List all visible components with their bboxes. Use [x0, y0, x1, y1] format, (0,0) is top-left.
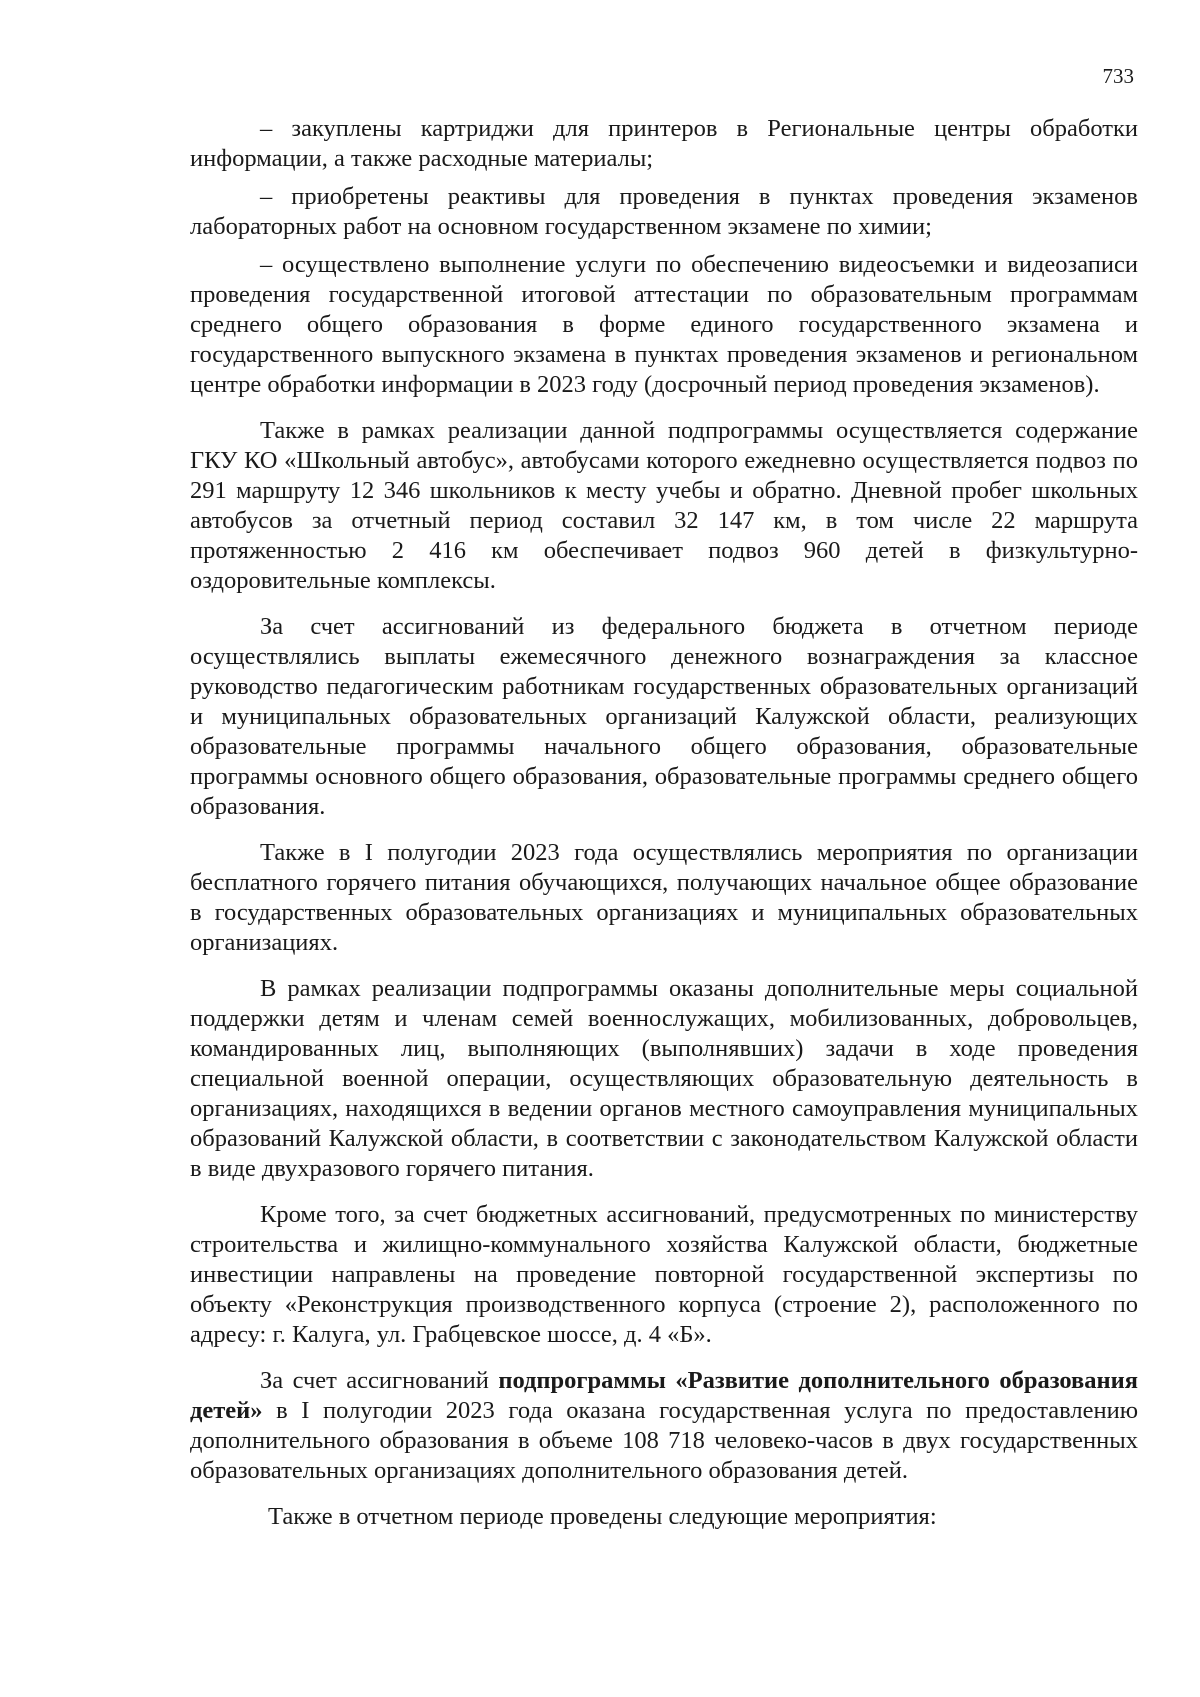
paragraph-hot-meals: Также в I полугодии 2023 года осуществлялись мероприятия по организации бесплатного горячего питания обучающихся, получающих начальное общее образование в государственных образовательных организациях и муниципальных образовательных организациях.: [190, 839, 1138, 956]
paragraph-construction-ministry: Кроме того, за счет бюджетных ассигнований, предусмотренных по министерству строительства и жилищно-коммунального хозяйства Калужской области, бюджетные инвестиции направлены на проведение повторной государственной экспертизы по объекту «Реконструкция производственного корпуса (строение 2), расположенного по адресу: г. Калуга, ул. Грабцевское шоссе, д. 4 «Б».: [190, 1201, 1138, 1348]
paragraph-federal-budget: За счет ассигнований из федерального бюджета в отчетном периоде осуществлялись выплаты ежемесячного денежного вознаграждения за классное руководство педагогическим работникам государственных образовательных организаций и муниципальных образовательных организаций Калужской области, реализующих образовательные программы начального общего образования, образовательные программы основного общего образования, образовательные программы среднего общего образования.: [190, 613, 1138, 820]
paragraph-video-recording: – осуществлено выполнение услуги по обеспечению видеосъемки и видеозаписи проведения государственной итоговой аттестации по образовательным программам среднего общего образования в форме единого государственного экзамена и государственного выпускного экзамена в пунктах проведения экзаменов и региональном центре обработки информации в 2023 году (досрочный период проведения экзаменов).: [190, 251, 1138, 398]
paragraph-additional-education-intro: За счет ассигнований: [260, 1367, 499, 1394]
paragraph-school-bus: Также в рамках реализации данной подпрограммы осуществляется содержание ГКУ КО «Школьный автобус», автобусами которого ежедневно осуществляется подвоз по 291 маршруту 12 346 школьников к месту учебы и обратно. Дневной пробег школьных автобусов за отчетный период составил 32 147 км, в том числе 22 маршрута протяженностью 2 416 км обеспечивает подвоз 960 детей в физкультурно-оздоровительные комплексы.: [190, 417, 1138, 594]
paragraph-social-support: В рамках реализации подпрограммы оказаны дополнительные меры социальной поддержки детям и членам семей военнослужащих, мобилизованных, добровольцев, командированных лиц, выполняющих (выполнявших) задачи в ходе проведения специальной военной операции, осуществляющих образовательную деятельность в организациях, находящихся в ведении органов местного самоуправления муниципальных образований Калужской области, в соответствии с законодательством Калужской области в виде двухразового горячего питания.: [190, 975, 1138, 1182]
paragraph-additional-education: [190, 1366, 1138, 1486]
document-body: [190, 114, 1138, 1532]
paragraph-cartridges: – закуплены картриджи для принтеров в Региональные центры обработки информации, а также расходные материалы;: [190, 115, 1138, 172]
subprogram-title: подпрограммы «Развитие дополнительного образования детей»: [190, 1367, 1138, 1424]
paragraph-additional-education-rest: в I полугодии 2023 года оказана государственная услуга по предоставлению дополнительного образования в объеме 108 718 человеко-часов в двух государственных образовательных организациях дополнительного образования детей.: [190, 1397, 1138, 1484]
paragraph-reagents: – приобретены реактивы для проведения в пунктах проведения экзаменов лабораторных работ на основном государственном экзамене по химии;: [190, 183, 1138, 240]
page-number: 733: [1102, 64, 1134, 88]
paragraph-activities-intro: Также в отчетном периоде проведены следующие мероприятия:: [268, 1503, 937, 1530]
